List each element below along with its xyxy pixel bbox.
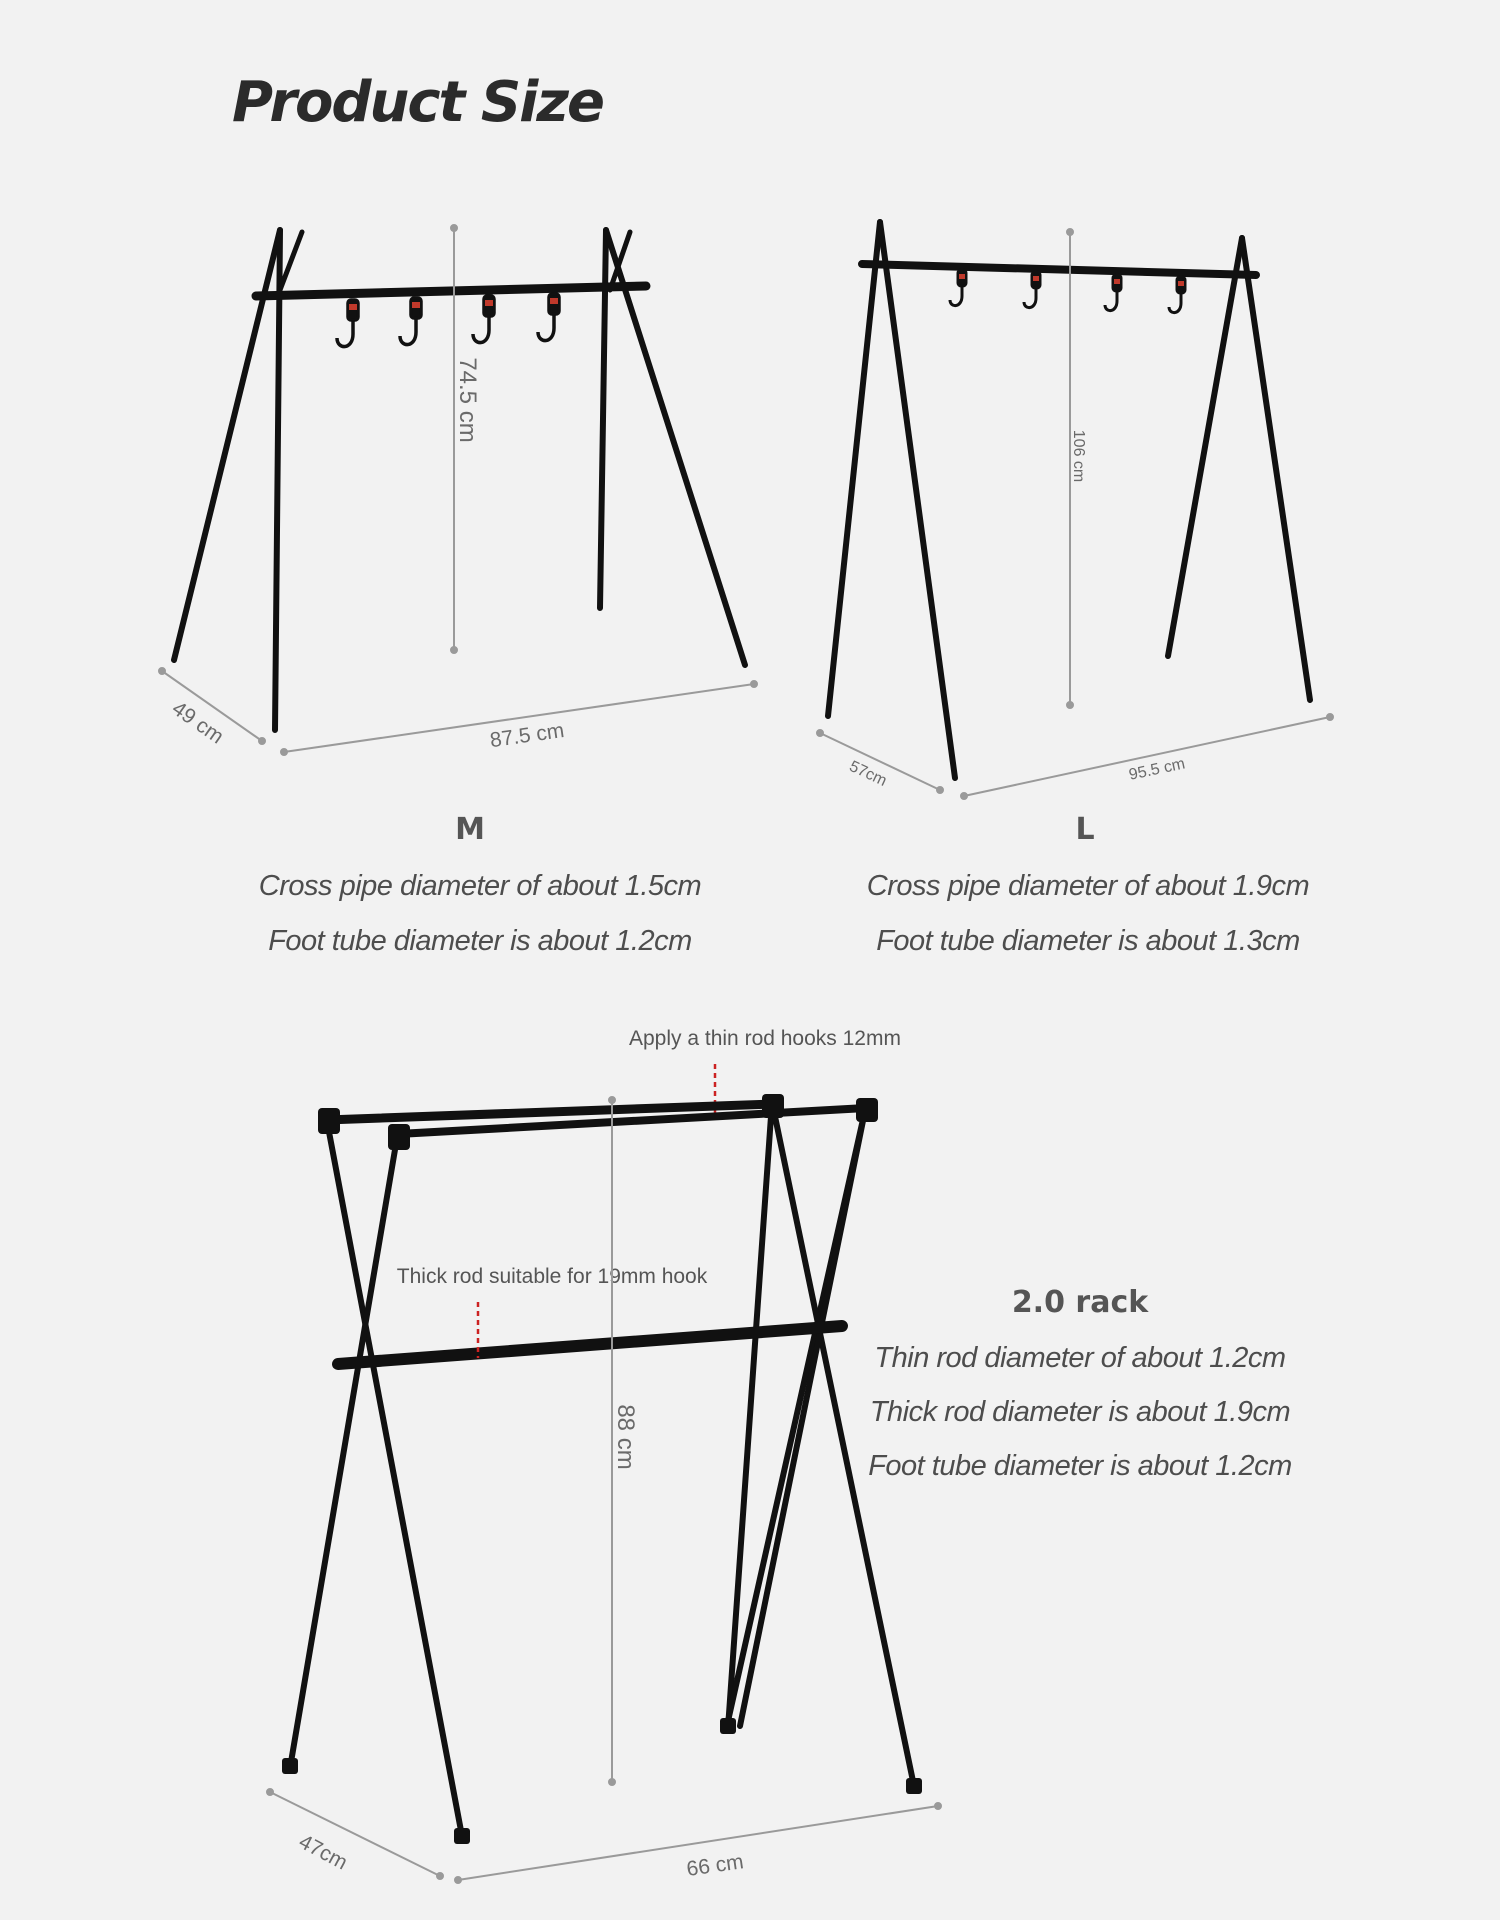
model-l-spec-foot-tube: Foot tube diameter is about 1.3cm [876,925,1300,957]
rack-spec-thin-rod: Thin rod diameter of about 1.2cm [874,1342,1286,1374]
rack-width-label: 66 cm [685,1850,746,1881]
model-m-label: M [455,812,485,847]
rack-label: 2.0 rack [1011,1285,1149,1320]
model-m-spec-foot-tube: Foot tube diameter is about 1.2cm [268,925,692,957]
model-l-label: L [1075,812,1095,847]
model-m-depth-label: 49 cm [167,696,228,749]
rack-depth-label: 47cm [294,1830,352,1875]
model-m-spec-cross-pipe: Cross pipe diameter of about 1.5cm [258,870,702,902]
rack-height-label: 88 cm [612,1404,639,1470]
rack-spec-foot-tube: Foot tube diameter is about 1.2cm [868,1450,1292,1482]
model-l-height-label: 106 cm [1070,429,1087,483]
rack-spec-thick-rod: Thick rod diameter is about 1.9cm [869,1396,1291,1428]
model-m-height-label: 74.5 cm [454,357,481,443]
model-m-width-label: 87.5 cm [488,718,566,753]
page-title: Product Size [232,70,603,135]
model-l-depth-label: 57cm [846,757,890,790]
model-l-width-label: 95.5 cm [1127,755,1187,784]
rack-thin-rod-note: Apply a thin rod hooks 12mm [629,1027,901,1050]
rack-thick-rod-note: Thick rod suitable for 19mm hook [396,1265,708,1288]
model-l-spec-cross-pipe: Cross pipe diameter of about 1.9cm [866,870,1310,902]
